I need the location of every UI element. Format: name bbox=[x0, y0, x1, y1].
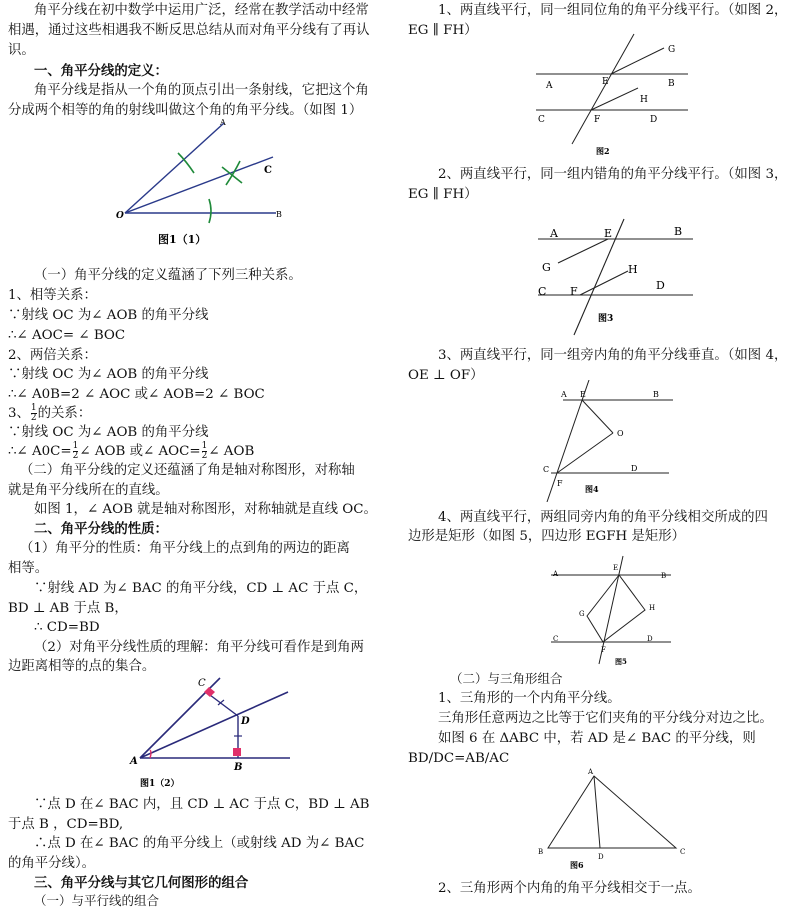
label-d: D bbox=[241, 716, 250, 727]
label-b: B bbox=[653, 390, 659, 399]
label-a: A bbox=[553, 570, 559, 578]
label-a: A bbox=[588, 768, 594, 776]
bisector-fh bbox=[580, 271, 628, 295]
bisector-fh bbox=[591, 88, 638, 110]
relation-2-title: 2、两倍关系： bbox=[8, 348, 97, 363]
parallel-rule-1-line-2: EG ∥ FH） bbox=[408, 23, 478, 38]
fraction-half: $\frac{1}{2}$ bbox=[30, 403, 37, 423]
label-f: F bbox=[601, 646, 606, 654]
label-g: G bbox=[579, 610, 585, 618]
label-c: C bbox=[538, 115, 545, 125]
label-b: B bbox=[668, 79, 675, 89]
transversal bbox=[572, 34, 634, 144]
triangle-rule-1-example-1: 如图 6 在 ΔABC 中，若 AD 是∠ BAC 的平分线，则 bbox=[438, 731, 756, 746]
figure-5-caption: 图5 bbox=[615, 657, 627, 666]
intro-line-3: 识。 bbox=[8, 43, 35, 58]
relation-1-title: 1、相等关系： bbox=[8, 288, 97, 303]
arc-mark-4 bbox=[209, 199, 211, 223]
bisector-ad bbox=[594, 776, 600, 848]
bisector-ad bbox=[140, 692, 288, 758]
label-c: C bbox=[680, 848, 686, 856]
relation-3-line-1: ∵射线 OC 为∠ AOB 的角平分线 bbox=[8, 425, 209, 440]
section-2-title: 二、角平分线的性质： bbox=[34, 521, 168, 537]
label-g: G bbox=[542, 261, 551, 274]
symmetry-line-2: 就是角平分线所在的直线。 bbox=[8, 483, 169, 498]
section-3-subtitle: （一）与平行线的组合 bbox=[34, 893, 160, 908]
label-f: F bbox=[594, 115, 601, 125]
label-c: C bbox=[543, 465, 550, 474]
parallel-rule-2-line-2: EG ∥ FH） bbox=[408, 187, 478, 202]
label-h: H bbox=[628, 263, 638, 276]
converse-line-3: ∴点 D 在∠ BAC 的角平分线上（或射线 AD 为∠ BAC bbox=[34, 836, 365, 851]
property-1-proof-2: BD ⊥ AB 于点 B， bbox=[8, 601, 128, 616]
bisector-eg bbox=[558, 239, 608, 263]
label-g: G bbox=[668, 45, 676, 55]
label-c: C bbox=[553, 635, 559, 643]
relation-2-line-1: ∵射线 OC 为∠ AOB 的角平分线 bbox=[8, 367, 209, 382]
figure-3-caption: 图3 bbox=[598, 314, 614, 324]
figure-2 bbox=[528, 30, 728, 160]
figure-1-1 bbox=[108, 115, 298, 250]
bisector-fo bbox=[557, 433, 613, 473]
converse-line-2: 于点 B ，CD=BD, bbox=[8, 817, 124, 832]
label-o: O bbox=[617, 429, 624, 438]
property-1-proof-1: ∵射线 AD 为∠ BAC 的角平分线，CD ⊥ AC 于点 C， bbox=[34, 581, 368, 596]
triangle-section-title: （二）与三角形组合 bbox=[450, 671, 563, 686]
triangle-rule-1-example-2: BD/DC=AB/AC bbox=[408, 751, 510, 766]
label-d: D bbox=[598, 853, 604, 861]
label-b: B bbox=[234, 762, 243, 773]
label-e: E bbox=[602, 77, 609, 87]
property-1-proof-3: ∴ CD=BD bbox=[34, 620, 100, 635]
intro-line-1: 角平分线在初中数学中运用广泛，经常在教学活动中经常 bbox=[34, 3, 369, 18]
converse-line-1: ∵点 D 在∠ BAC 内，且 CD ⊥ AC 于点 C，BD ⊥ AB bbox=[34, 797, 370, 812]
label-e: E bbox=[580, 390, 586, 399]
property-1-line-1: （1）角平分的性质：角平分线上的点到角的两边的距离 bbox=[20, 541, 350, 556]
label-a: A bbox=[220, 118, 226, 127]
relations-intro: （一）角平分线的定义蕴涵了下列三种关系。 bbox=[34, 268, 302, 283]
property-2-line-2: 边距离相等的点的集合。 bbox=[8, 659, 156, 674]
label-b: B bbox=[674, 225, 683, 238]
label-b: B bbox=[661, 572, 667, 580]
label-h: H bbox=[649, 604, 656, 612]
label-a: A bbox=[130, 756, 138, 767]
relation-3-prefix: 3、 bbox=[8, 406, 30, 421]
figure-2-caption: 图2 bbox=[596, 146, 610, 156]
label-c: C bbox=[538, 285, 547, 298]
figure-3 bbox=[528, 205, 728, 340]
ray-oc bbox=[125, 157, 273, 213]
label-o: O bbox=[116, 211, 124, 221]
label-a: A bbox=[546, 81, 553, 91]
figure-4-caption: 图4 bbox=[585, 484, 599, 494]
label-a: A bbox=[561, 390, 567, 399]
label-b: B bbox=[276, 210, 282, 219]
converse-line-4: 的角平分线）。 bbox=[8, 856, 96, 871]
parallel-rule-2-line-1: 2、两直线平行，同一组内错角的角平分线平行。（如图 3， bbox=[438, 167, 788, 182]
label-d: D bbox=[647, 635, 653, 643]
bisector-eo bbox=[582, 400, 613, 433]
relation-3-suffix: 的关系： bbox=[37, 406, 92, 421]
triangle-rule-2: 2、三角形两个内角的角平分线相交于一点。 bbox=[438, 881, 701, 896]
relation-2-line-2: ∴∠ A0B=2 ∠ AOC 或∠ AOB=2 ∠ BOC bbox=[8, 387, 265, 402]
label-a: A bbox=[550, 227, 558, 240]
definition-line-1: 角平分线是指从一个角的顶点引出一条射线，它把这个角 bbox=[34, 83, 369, 98]
triangle-rule-1-statement: 三角形任意两边之比等于它们夹角的平分线分对边之比。 bbox=[438, 711, 773, 726]
definition-line-2: 分成两个相等的角的射线叫做这个角的角平分线。（如图 1） bbox=[8, 103, 363, 118]
right-angle-mark-b bbox=[233, 748, 241, 756]
arc-mark-3 bbox=[226, 161, 240, 185]
parallel-rule-3-line-2: OE ⊥ OF） bbox=[408, 368, 484, 383]
label-d: D bbox=[656, 279, 665, 292]
figure-6-caption: 图6 bbox=[570, 860, 584, 870]
parallel-rule-4-line-1: 4、两直线平行，两组同旁内角的角平分线相交所成的四 bbox=[438, 510, 768, 525]
label-f: F bbox=[557, 479, 563, 488]
triangle-rule-1: 1、三角形的一个内角平分线。 bbox=[438, 691, 621, 706]
property-1-line-2: 相等。 bbox=[8, 561, 49, 576]
parallel-rule-3-line-1: 3、两直线平行，同一组旁内角的角平分线垂直。（如图 4， bbox=[438, 348, 788, 363]
symmetry-example: 如图 1，∠ AOB 就是轴对称图形，对称轴就是直线 OC。 bbox=[34, 502, 377, 517]
section-1-title: 一、角平分线的定义： bbox=[34, 63, 168, 79]
figure-6 bbox=[530, 764, 700, 876]
figure-4 bbox=[533, 380, 693, 502]
figure-5 bbox=[543, 552, 683, 670]
label-c: C bbox=[198, 678, 206, 689]
label-d: D bbox=[650, 115, 658, 125]
parallel-rule-4-line-2: 边形是矩形（如图 5，四边形 EGFH 是矩形） bbox=[408, 529, 685, 544]
section-3-title: 三、角平分线与其它几何图形的组合 bbox=[34, 875, 249, 891]
relation-1-line-2: ∴∠ AOC= ∠ BOC bbox=[8, 328, 126, 343]
intro-line-2: 相遇，通过这些相遇我不断反思总结从而对角平分线有了再认 bbox=[8, 23, 370, 38]
relation-3-line-2: ∴∠ A0C= $\frac{1}{2}$ ∠ AOB 或∠ AOC= $\frac{1}{2}$ ∠ AOB bbox=[8, 441, 255, 461]
label-e: E bbox=[613, 564, 619, 572]
relation-1-line-1: ∵射线 OC 为∠ AOB 的角平分线 bbox=[8, 308, 209, 323]
figure-1-2-caption: 图1（2） bbox=[140, 779, 180, 789]
label-d: D bbox=[631, 464, 638, 473]
label-c: C bbox=[264, 165, 272, 176]
parallel-rule-1-line-1: 1、两直线平行，同一组同位角的角平分线平行。（如图 2， bbox=[438, 3, 788, 18]
rectangle-egfh bbox=[587, 575, 645, 642]
label-b: B bbox=[538, 848, 544, 856]
figure-1-2 bbox=[120, 670, 310, 792]
symmetry-line-1: （二）角平分线的定义还蕴涵了角是轴对称图形，对称轴 bbox=[20, 463, 355, 478]
triangle-abc bbox=[548, 776, 676, 848]
label-e: E bbox=[604, 227, 613, 240]
label-f: F bbox=[570, 285, 578, 298]
property-2-line-1: （2）对角平分线性质的理解：角平分线可看作是到角两 bbox=[34, 640, 364, 655]
label-h: H bbox=[640, 95, 648, 105]
figure-1-1-caption: 图1（1） bbox=[158, 233, 207, 246]
relation-3-title bbox=[8, 404, 91, 423]
